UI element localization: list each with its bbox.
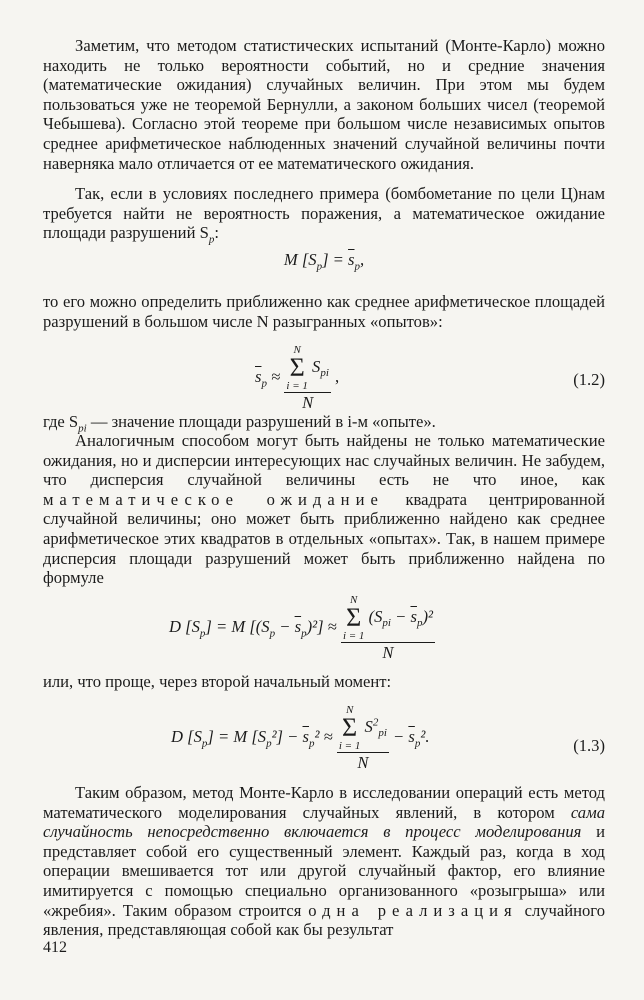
f3-lhs: D [S	[169, 617, 200, 637]
f4-lhs: D [S	[171, 727, 202, 747]
paragraph-4-sub: рi	[78, 422, 87, 435]
f1-end: ,	[360, 250, 365, 269]
equation-number-1-3: (1.3)	[573, 736, 605, 755]
f3-den: N	[382, 643, 394, 662]
formula-1-3: D $[S_р] = M$ $[S_р^2] - \overline{s}_р^2$ ≈ N Σ i = 1 $S^2_{рi}$ N − $\overline{s}_р^2$. (1.3)	[171, 704, 605, 772]
f4-num: S	[364, 716, 373, 736]
f3-sum: N Σ i = 1	[342, 594, 365, 642]
f2-lhs: $\overline{s}$	[255, 367, 262, 387]
f3-num2: −	[390, 606, 411, 626]
paragraph-6	[43, 672, 605, 692]
f3-mid: ] = M [(S	[205, 617, 270, 637]
f2-sum-bottom: i = 1	[286, 380, 308, 392]
f1-bar-sub: р	[354, 260, 360, 273]
f3-sum-top: N	[350, 594, 358, 606]
f4-num-sup: 2	[372, 716, 379, 729]
f4-sum-bottom: i = 1	[338, 740, 361, 752]
paragraph-3-text: то его можно определить приближенно как среднее арифметическое площадей разрушений в большом числе N разыгранных «опытов»:	[43, 292, 605, 331]
f4-tail: −	[388, 727, 409, 747]
paragraph-7	[43, 783, 605, 940]
f2-num-sub: рi	[320, 367, 329, 380]
paragraph-7-text-b: и представляет собой его существенный элемент. Каждый раз, когда в ход операции вмешивается тот или другой случайный фактор, его влияние имитируется с помощью специально организованного «розыгрыша» или «жребия». Таким образом строится	[43, 822, 605, 920]
paragraph-4-text: где S	[43, 412, 79, 431]
paragraph-2-end: :	[214, 223, 219, 243]
f1-bar: $\overline{s}$	[348, 250, 355, 269]
formula-dispersion: D $[S_р] = M$ $[(S_р - \overline{s}_р)^2]$ ≈ N Σ i = 1 $(S_{рi} - \overline{s}_р)^2$ N	[169, 594, 433, 662]
f2-sum-sigma: Σ	[289, 353, 305, 382]
f2-approx: ≈	[271, 367, 281, 387]
f4-mid3: ² ≈	[314, 727, 337, 747]
f3-fraction: N Σ i = 1 $(S_{рi} - \overline{s}_р)^2$ N	[342, 594, 433, 662]
f3-num3: )²	[422, 606, 433, 626]
paragraph-1-text: Заметим, что методом статистических испытаний (Монте-Карло) можно находить не только вероятности событий, но и средние значения (математические ожидания) случайных величин. При этом мы будем пользоваться уже не теоремой Бернулли, а законом больших чисел (теоремой Чебышева). Согласно этой теореме при большом числе независимых опытов среднее арифметическое наблюденных значений случайной величины почти наверняка мало отличается от ее математического ожидания.	[43, 36, 605, 173]
paragraph-5-text: Аналогичным способом могут быть найдены не только математические ожидания, но и дисперсии интересующих нас случайных величин. Не забудем, что дисперсия случайной величины есть не что иное, как	[43, 431, 605, 490]
equation-number-1-2: (1.2)	[573, 370, 605, 389]
paragraph-7-italic: сама случайность непосредственно включается в процесс моделирования	[43, 802, 605, 842]
f3-lhs-sub: р	[199, 627, 206, 640]
f2-fraction	[284, 344, 331, 413]
page-number: 412	[43, 939, 67, 956]
paragraph-2-text: Так, если в условиях последнего примера (бомбометание по цели Ц)нам требуется найти не вероятность поражения, а математическое ожидание площади разрушений S	[43, 184, 605, 243]
f2-lhs-sub: р	[261, 377, 267, 390]
f4-mid2: ²] −	[271, 727, 303, 747]
f4-sum: N Σ i = 1	[338, 704, 361, 752]
f2-sum	[286, 344, 307, 392]
formula-1-2	[43, 336, 605, 412]
f1-sub: р	[316, 260, 323, 273]
paragraph-6-text: или, что проще, через второй начальный момент:	[43, 672, 392, 691]
f2-comma: ,	[335, 367, 340, 387]
paragraph-5-end: квадрата центрированной случайной величины; оно может быть приближенно найдено как среднее арифметическое этих квадратов в отдельных «опытах». Так, в нашем примере дисперсия площади разрушений может быть приближенно найдена по формуле	[43, 489, 605, 588]
paragraph-5-spaced: математическое ожидание	[43, 489, 384, 509]
paragraph-7-spaced: одна реализация	[308, 900, 518, 920]
paragraph-3	[43, 292, 605, 331]
f4-fraction: N Σ i = 1 $S^2_{рi}$ N	[338, 704, 387, 772]
f4-tail2: ².	[420, 727, 430, 747]
paragraph-7-text-a: Таким образом, метод Монте-Карло в исследовании операций есть метод математического моделирования случайных явлений, в котором	[43, 783, 605, 822]
formula-expectation	[43, 250, 605, 290]
f3-sum-bottom: i = 1	[342, 630, 365, 642]
f1-mid: ] =	[322, 250, 349, 269]
paragraph-2-sub: р	[208, 233, 215, 246]
paragraph-4-end: — значение площади разрушений в i-м «опыте».	[86, 412, 436, 431]
f2-sum-top: N	[293, 344, 301, 356]
f1-part: M [S	[283, 250, 317, 269]
f4-den: N	[357, 753, 369, 772]
f4-mid: ] = M [S	[207, 727, 267, 747]
paragraph-1	[43, 36, 605, 173]
f3-mid3: )²] ≈	[306, 617, 341, 637]
f2-num-s: S	[312, 356, 321, 376]
paragraph-5	[43, 431, 605, 588]
f3-mid2: −	[275, 617, 295, 637]
f4-sum-top: N	[345, 704, 354, 716]
paragraph-7-text-c: случайного явления, представляющая собой как бы результат	[43, 900, 605, 940]
f3-num: (S	[368, 606, 383, 626]
f2-den: N	[302, 393, 314, 412]
paragraph-2	[43, 184, 605, 250]
